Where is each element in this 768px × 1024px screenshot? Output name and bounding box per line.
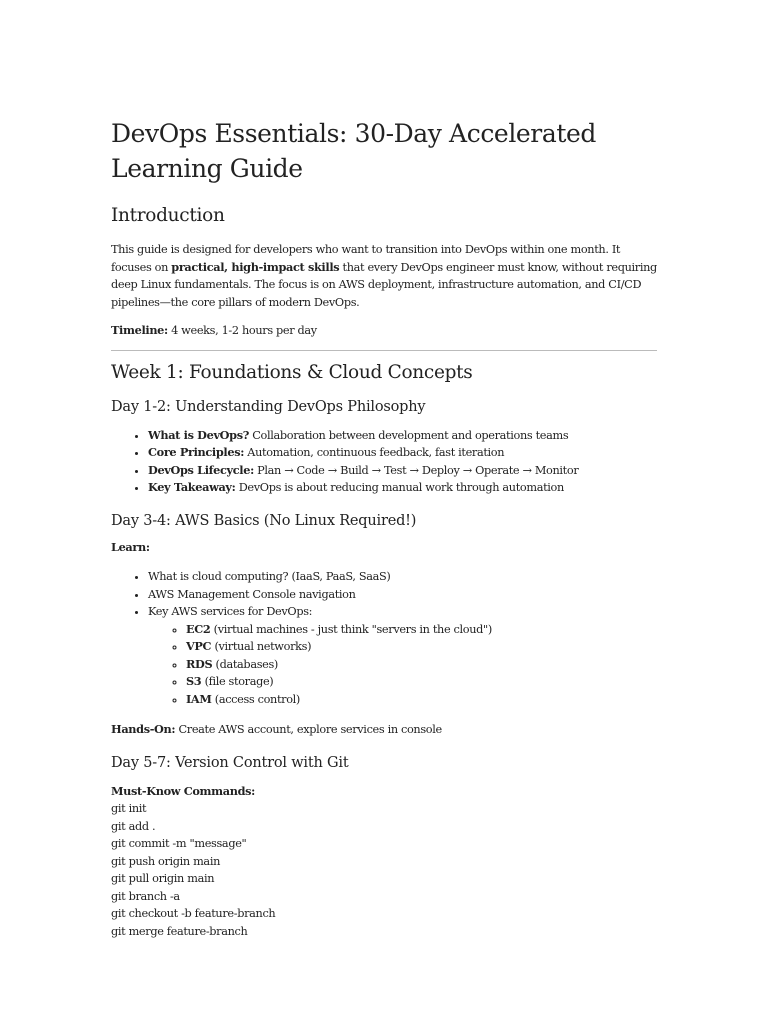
service-item <box>186 691 659 709</box>
intro-heading: Introduction <box>111 205 225 226</box>
hands-on <box>111 721 659 739</box>
command-line: git pull origin main <box>111 872 215 885</box>
list-item <box>148 444 659 462</box>
command-line: git commit -m "message" <box>111 837 247 850</box>
list-item-text: Key AWS services for DevOps: <box>148 605 313 618</box>
day12-heading: Day 1-2: Understanding DevOps Philosophy <box>111 398 426 415</box>
list-item: • What is cloud computing? (IaaS, PaaS, SaaS) <box>148 568 659 586</box>
day57-heading: Day 5-7: Version Control with Git <box>111 754 349 771</box>
command-line: git merge feature-branch <box>111 924 248 938</box>
service-item <box>186 638 659 656</box>
document-page <box>111 116 659 940</box>
list-item: • AWS Management Console navigation <box>148 586 659 604</box>
aws-services-list <box>148 621 659 709</box>
day12-list <box>111 427 659 497</box>
day34-heading: Day 3-4: AWS Basics (No Linux Required!) <box>111 512 417 529</box>
list-item-text: DevOps is about reducing manual work through automation <box>235 481 564 494</box>
service-item <box>186 621 659 639</box>
service-name: EC2 <box>186 621 211 636</box>
timeline <box>111 322 659 340</box>
list-item <box>148 603 659 708</box>
list-item-text: Plan → Code → Build → Test → Deploy → Operate → Monitor <box>253 463 579 477</box>
intro-text-1: This guide is designed for developers who want to transition into DevOps within one month. It focuses on <box>111 243 621 274</box>
week1-heading: Week 1: Foundations & Cloud Concepts <box>111 361 473 383</box>
service-desc: (file storage) <box>201 675 274 688</box>
service-desc: (access control) <box>211 692 300 706</box>
service-desc: (databases) <box>212 657 278 671</box>
list-item-label: Core Principles: <box>148 445 245 459</box>
divider <box>111 350 657 351</box>
service-item <box>186 656 659 674</box>
service-name: VPC <box>186 639 212 653</box>
command-line: git add . <box>111 819 156 833</box>
timeline-label: Timeline: <box>111 323 168 337</box>
service-desc: (virtual networks) <box>211 640 312 653</box>
list-item <box>148 479 659 497</box>
timeline-value: 4 weeks, 1-2 hours per day <box>167 324 317 337</box>
command-line: git push origin main <box>111 854 221 868</box>
command-line: git branch -a <box>111 889 180 903</box>
hands-on-label: Hands-On: <box>111 722 176 736</box>
list-item-label: DevOps Lifecycle: <box>148 462 254 477</box>
git-commands <box>111 783 659 941</box>
learn-label-text: Learn: <box>111 539 150 554</box>
list-item-text: Collaboration between development and operations teams <box>248 428 569 442</box>
intro-paragraph <box>111 241 659 311</box>
commands-label <box>111 783 659 801</box>
intro-text-2: that every DevOps engineer must know, without requiring deep Linux fundamentals. The focus is on AWS deployment, infrastructure automation, and CI/CD pipelines—the core pillars of modern DevOps. <box>111 260 657 309</box>
service-desc: (virtual machines - just think "servers in the cloud") <box>210 622 492 636</box>
commands-label-text: Must-Know Commands: <box>111 783 255 798</box>
list-item <box>148 462 659 480</box>
learn-label <box>111 539 659 557</box>
service-item <box>186 673 659 691</box>
command-line: git init <box>111 802 147 815</box>
service-name: S3 <box>186 674 202 688</box>
service-name: IAM <box>186 691 212 706</box>
intro-bold: practical, high-impact skills <box>171 259 340 274</box>
page-title: DevOps Essentials: 30-Day Accelerated Learning Guide <box>111 119 597 183</box>
list-item-label: Key Takeaway: <box>148 480 236 494</box>
hands-on-text: Create AWS account, explore services in console <box>175 723 442 736</box>
list-item-label: What is DevOps? <box>148 427 249 442</box>
list-item <box>148 427 659 445</box>
day34-list <box>111 568 659 708</box>
command-line: git checkout -b feature-branch <box>111 907 276 920</box>
service-name: RDS <box>186 656 213 671</box>
list-item-text: Automation, continuous feedback, fast iteration <box>244 446 505 459</box>
